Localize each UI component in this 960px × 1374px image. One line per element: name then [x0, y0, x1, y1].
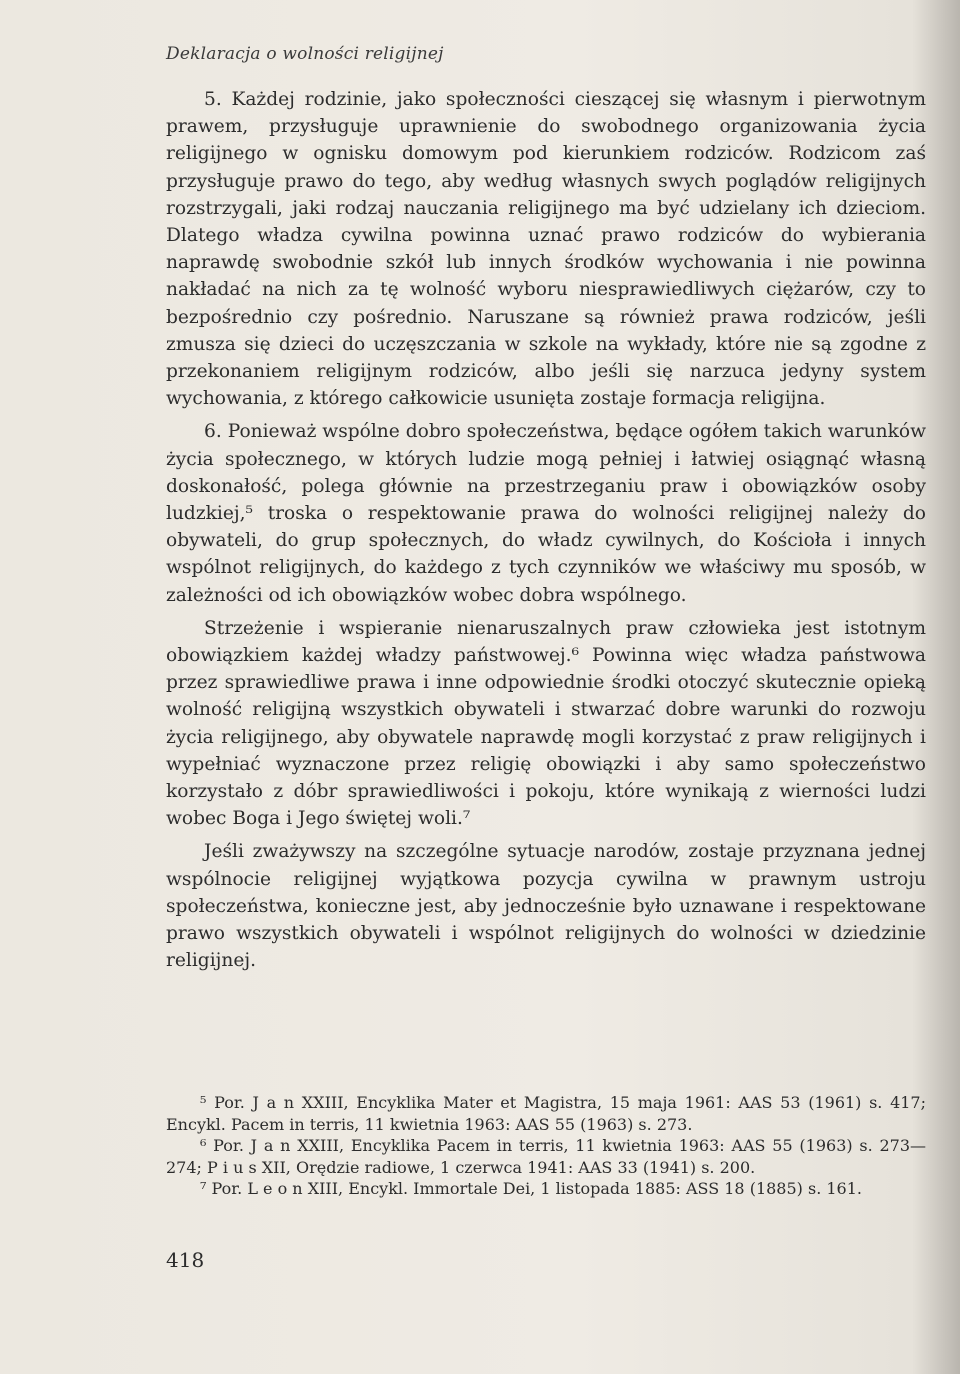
- running-head: Deklaracja o wolności religijnej: [166, 44, 444, 64]
- paragraph-special-position: Jeśli zważywszy na szczególne sytuacje narodów, zostaje przyznana jednej wspólnocie religijnej wyjątkowa pozycja cywilna w prawnym ustroju społeczeństwa, konieczne jest, aby jednocześnie było uznawane i respektowane prawo wszystkich obywateli i wspólnot religijnych do wolności w dziedzinie religijnej.: [166, 841, 926, 972]
- footnotes: [166, 1092, 926, 1200]
- paragraph-6: 6. Ponieważ wspólne dobro społeczeństwa, będące ogółem takich warunków życia społecznego, w których ludzie mogą pełniej i łatwiej osiągnąć własną doskonałość, polega głównie na przestrzeganiu praw i obowiązków osoby ludzkiej,⁵ troska o respektowanie prawa do wolności religijnej należy do obywateli, do grup społecznych, do władz cywilnych, do Kościoła i innych wspólnot religijnych, do każdego z tych czynników we właściwy mu sposób, w zależności od ich obowiązków wobec dobra wspólnego.: [166, 421, 926, 606]
- footnote-5: ⁵ Por. J a n XXIII, Encyklika Mater et Magistra, 15 maja 1961: AAS 53 (1961) s. 417; Encykl. Pacem in terris, 11 kwietnia 1963: AAS 55 (1963) s. 273.: [166, 1093, 926, 1134]
- paragraph-state-duty: Strzeżenie i wspieranie nienaruszalnych praw człowieka jest istotnym obowiązkiem każdej władzy państwowej.⁶ Powinna więc władza państwowa przez sprawiedliwe prawa i inne odpowiednie środki otoczyć skutecznie opieką wolność religijną wszystkich obywateli i stwarzać dobre warunki do rozwoju życia religijnego, aby obywatele naprawdę mogli korzystać z praw religijnych i wypełniać wyznaczone przez religię obowiązki i aby samo społeczeństwo korzystało z dóbr sprawiedliwości i pokoju, które wynikają z wierności ludzi wobec Boga i Jego świętej woli.⁷: [166, 617, 926, 830]
- page-number: 418: [166, 1248, 205, 1272]
- footnote-6: ⁶ Por. J a n XXIII, Encyklika Pacem in terris, 11 kwietnia 1963: AAS 55 (1963) s. 273—274; P i u s XII, Orędzie radiowe, 1 czerwca 1941: AAS 33 (1941) s. 200.: [166, 1136, 926, 1177]
- footnote-7: ⁷ Por. L e o n XIII, Encykl. Immortale Dei, 1 listopada 1885: ASS 18 (1885) s. 161.: [200, 1179, 862, 1198]
- body-text: [166, 86, 926, 975]
- paragraph-5: 5. Każdej rodzinie, jako społeczności cieszącej się własnym i pierwotnym prawem, przysługuje uprawnienie do swobodnego organizowania życia religijnego w ognisku domowym pod kierunkiem rodziców. Rodzicom zaś przysługuje prawo do tego, aby według własnych swych poglądów religijnych rozstrzygali, jaki rodzaj nauczania religijnego ma być udzielany ich dzieciom. Dlatego władza cywilna powinna uznać prawo rodziców do wybierania naprawdę swobodnie szkół lub innych środków wychowania i nie powinna nakładać na nich za tę wolność wyboru niesprawiedliwych ciężarów, czy to bezpośrednio czy pośrednio. Naruszane są również prawa rodziców, jeśli zmusza się dzieci do uczęszczania w szkole na wykłady, które nie są zgodne z przekonaniem religijnym rodziców, albo jeśli się narzuca jedyny system wychowania, z którego całkowicie usunięta zostaje formacja religijna.: [166, 89, 926, 410]
